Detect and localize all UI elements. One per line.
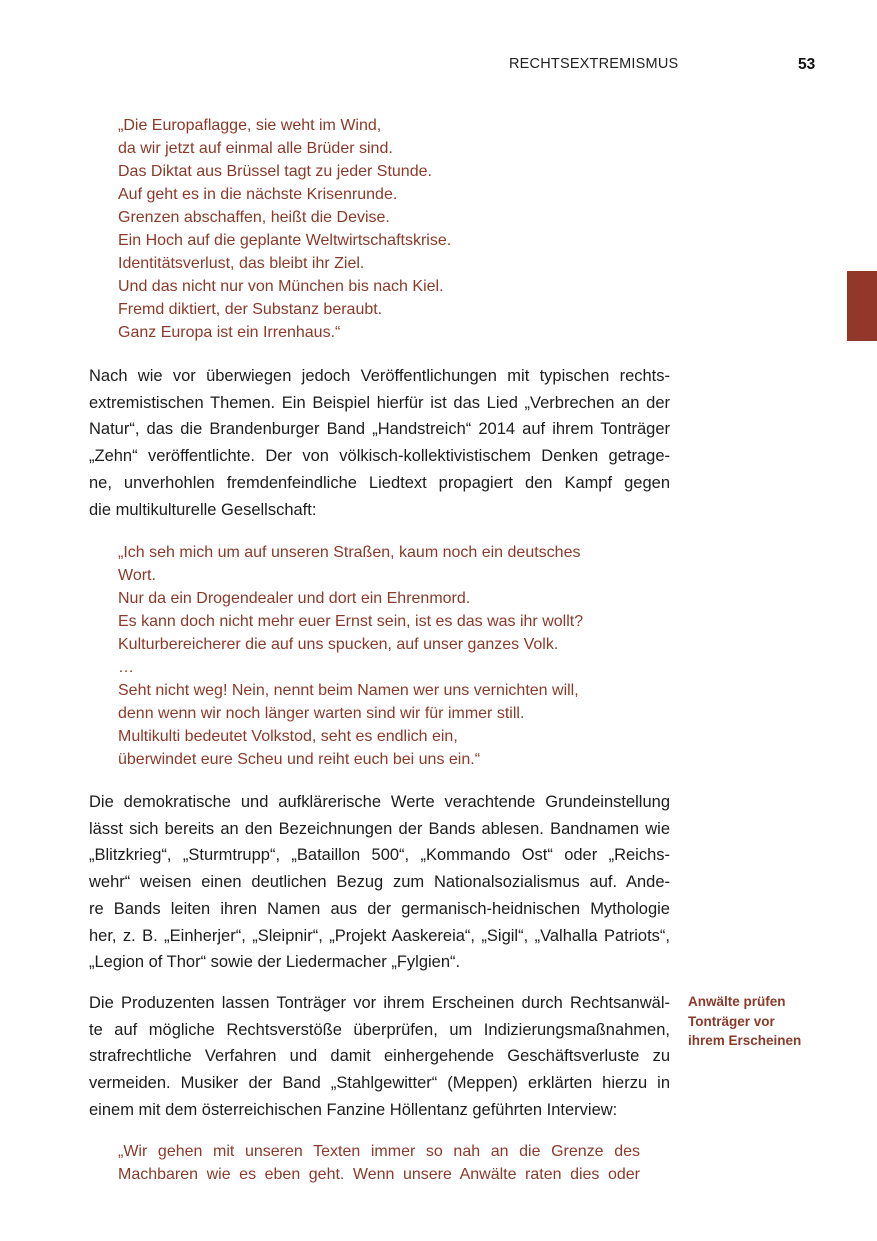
paragraph-line: „Zehn“ veröffentlichte. Der von völkisch-kollektivistischem Denken getrage-: [89, 447, 670, 466]
paragraph-line: Die demokratische und aufklärerische Werte verachtende Grundeinstellung: [89, 793, 670, 811]
quote-line: Es kann doch nicht mehr euer Ernst sein, ist es das was ihr wollt?: [118, 613, 584, 630]
paragraph-line: strafrechtliche Verfahren und damit einhergehende Geschäftsverluste zu: [89, 1047, 670, 1066]
chapter-thumb-tab: [847, 271, 877, 341]
quote-line: „Wir gehen mit unseren Texten immer so nah an die Grenze des: [118, 1143, 640, 1160]
page-number: 53: [798, 56, 816, 73]
paragraph-line: „Legion of Thor“ sowie der Liedermacher „Fylgien“.: [89, 953, 461, 972]
quote-line: da wir jetzt auf einmal alle Brüder sind.: [118, 140, 393, 157]
quote-line: Wort.: [118, 567, 156, 584]
paragraph-line: Natur“, das die Brandenburger Band „Handstreich“ 2014 auf ihrem Tonträger: [89, 420, 670, 439]
body-paragraph-bandnamen: [89, 789, 670, 976]
paragraph-line: Nach wie vor überwiegen jedoch Veröffentlichungen mit typischen rechts-: [89, 367, 670, 385]
paragraph-line: re Bands leiten ihren Namen aus der germanisch-heidnischen Mythologie: [89, 899, 670, 918]
quote-line: Seht nicht weg! Nein, nennt beim Namen wer uns vernichten will,: [118, 682, 579, 699]
paragraph-line: ne, unverhohlen fremdenfeindliche Liedtext propagiert den Kampf gegen: [89, 473, 670, 492]
quote-line: Das Diktat aus Brüssel tagt zu jeder Stunde.: [118, 163, 432, 180]
margin-note-line: Anwälte prüfen: [688, 994, 786, 1009]
margin-note-line: ihrem Erscheinen: [688, 1033, 802, 1048]
quote-line: Nur da ein Drogendealer und dort ein Ehrenmord.: [118, 590, 471, 607]
paragraph-line: te auf mögliche Rechtsverstöße überprüfen, um Indizierungsmaßnahmen,: [89, 1020, 670, 1039]
paragraph-line: vermeiden. Musiker der Band „Stahlgewitter“ (Meppen) erklärten hierzu in: [89, 1074, 670, 1093]
quote-line: Fremd diktiert, der Substanz beraubt.: [118, 301, 383, 318]
quote-block-handstreich: [118, 541, 648, 771]
body-paragraph-veroeffentlichungen: [89, 363, 670, 523]
quote-line: Ein Hoch auf die geplante Weltwirtschaftskrise.: [118, 232, 452, 249]
body-paragraph-produzenten: [89, 990, 670, 1124]
paragraph-line: die multikulturelle Gesellschaft:: [89, 500, 317, 519]
margin-note-line: Tonträger vor: [688, 1013, 775, 1029]
paragraph-line: „Blitzkrieg“, „Sturmtrupp“, „Bataillon 500“, „Kommando Ost“ oder „Reichs-: [89, 846, 670, 865]
quote-line: Multikulti bedeutet Volkstod, seht es endlich ein,: [118, 728, 458, 745]
quote-line: Machbaren wie es eben geht. Wenn unsere Anwälte raten dies oder: [118, 1166, 640, 1183]
quote-line: Grenzen abschaffen, heißt die Devise.: [118, 209, 390, 226]
quote-line: überwindet eure Scheu und reiht euch bei uns ein.“: [118, 751, 481, 768]
quote-block-europaflagge: [118, 114, 648, 344]
margin-note: [688, 992, 838, 1051]
running-head: RECHTSEXTREMISMUS: [509, 56, 679, 72]
quote-line: Ganz Europa ist ein Irrenhaus.“: [118, 324, 341, 341]
quote-line: Identitätsverlust, das bleibt ihr Ziel.: [118, 255, 365, 272]
quote-line: „Ich seh mich um auf unseren Straßen, kaum noch ein deutsches: [118, 544, 581, 561]
quote-line: Kulturbereicherer die auf uns spucken, auf unser ganzes Volk.: [118, 636, 559, 653]
quote-line: Und das nicht nur von München bis nach Kiel.: [118, 278, 444, 295]
paragraph-line: extremistischen Themen. Ein Beispiel hierfür ist das Lied „Verbrechen an der: [89, 393, 670, 412]
quote-block-stahlgewitter: [118, 1140, 640, 1186]
quote-line: denn wenn wir noch länger warten sind wir für immer still.: [118, 705, 525, 722]
paragraph-line: her, z. B. „Einherjer“, „Sleipnir“, „Projekt Aaskereia“, „Sigil“, „Valhalla Patriots“,: [89, 926, 670, 945]
quote-ellipsis: …: [118, 659, 134, 676]
paragraph-line: Die Produzenten lassen Tonträger vor ihrem Erscheinen durch Rechtsanwäl-: [89, 994, 670, 1012]
quote-line: Auf geht es in die nächste Krisenrunde.: [118, 186, 398, 203]
paragraph-line: wehr“ weisen einen deutlichen Bezug zum Nationalsozialismus auf. Ande-: [89, 873, 670, 892]
quote-line: „Die Europaflagge, sie weht im Wind,: [118, 117, 382, 134]
paragraph-line: einem mit dem österreichischen Fanzine Höllentanz geführten Interview:: [89, 1100, 618, 1119]
paragraph-line: lässt sich bereits an den Bezeichnungen der Bands ablesen. Bandnamen wie: [89, 819, 670, 838]
